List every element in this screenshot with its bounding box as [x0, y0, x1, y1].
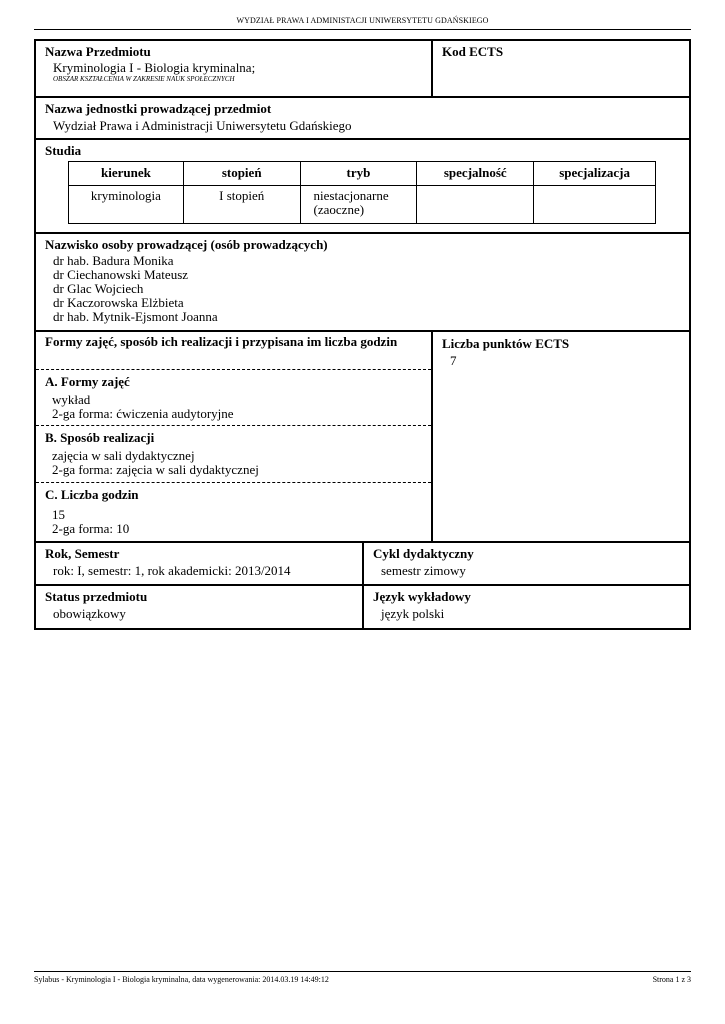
studia-header-cell: tryb: [300, 162, 417, 186]
unit-value: Wydział Prawa i Administracji Uniwersytetu Gdańskiego: [53, 118, 352, 133]
studia-header-cell: specjalność: [417, 162, 534, 186]
studia-cell-tryb: niestacjonarne (zaoczne): [300, 186, 417, 224]
studia-cell-specjalizacja: [534, 186, 656, 224]
studia-cell-kierunek: kryminologia: [69, 186, 184, 224]
ects-code-label: Kod ECTS: [442, 44, 504, 59]
status-value: obowiązkowy: [53, 606, 126, 621]
language-value: język polski: [381, 606, 445, 621]
forms-a-label: A. Formy zajęć: [45, 374, 130, 389]
course-name-label: Nazwa Przedmiotu: [45, 44, 151, 59]
cycle-section: [362, 541, 691, 586]
footer-page-number: Strona 1 z 3: [652, 975, 691, 984]
instructor-name: dr hab. Badura Monika: [53, 253, 174, 268]
instructor-name: dr Glac Wojciech: [53, 281, 144, 296]
instructors-label: Nazwisko osoby prowadzącej (osób prowadzących): [45, 237, 328, 252]
forms-c-line: 2-ga forma: 10: [52, 521, 130, 536]
footer-divider: [34, 971, 691, 972]
studia-header-cell: specjalizacja: [534, 162, 656, 186]
year-label: Rok, Semestr: [45, 546, 120, 561]
instructors-section: [34, 232, 691, 332]
status-section: [34, 584, 364, 630]
studia-header-cell: kierunek: [69, 162, 184, 186]
forms-a-line: wykład: [52, 392, 91, 407]
forms-c-label: C. Liczba godzin: [45, 487, 139, 502]
unit-label: Nazwa jednostki prowadzącej przedmiot: [45, 101, 272, 116]
forms-b-label: B. Sposób realizacji: [45, 430, 155, 445]
header-divider: [34, 29, 691, 30]
forms-c-divider: [36, 482, 431, 483]
course-area-value: OBSZAR KSZTAŁCENIA W ZAKRESIE NAUK SPOŁECZNYCH: [53, 75, 235, 83]
studia-header-row: [69, 162, 656, 186]
ects-points-section: [431, 330, 691, 543]
instructor-name: dr Ciechanowski Mateusz: [53, 267, 189, 282]
forms-b-line: zajęcia w sali dydaktycznej: [52, 448, 195, 463]
forms-a-line: 2-ga forma: ćwiczenia audytoryjne: [52, 406, 234, 421]
forms-a-divider: [36, 369, 431, 370]
cycle-value: semestr zimowy: [381, 563, 466, 578]
ects-points-value: 7: [450, 353, 457, 368]
course-name-section: [34, 39, 433, 98]
studia-cell-stopien: I stopień: [183, 186, 300, 224]
forms-b-line: 2-ga forma: zajęcia w sali dydaktycznej: [52, 462, 259, 477]
ects-points-label: Liczba punktów ECTS: [442, 336, 570, 351]
studia-data-row: [69, 186, 656, 224]
studia-header-cell: stopień: [183, 162, 300, 186]
status-label: Status przedmiotu: [45, 589, 148, 604]
forms-b-divider: [36, 425, 431, 426]
course-name-value: Kryminologia I - Biologia kryminalna;: [53, 60, 256, 75]
instructors-list: [45, 254, 689, 324]
language-section: [362, 584, 691, 630]
studia-label: Studia: [45, 143, 82, 158]
ects-code-section: [431, 39, 691, 98]
studia-table: [68, 161, 656, 224]
instructor-name: dr hab. Mytnik-Ejsmont Joanna: [53, 309, 218, 324]
year-section: [34, 541, 364, 586]
forms-label: Formy zajęć, sposób ich realizacji i przypisana im liczba godzin: [45, 334, 398, 349]
studia-cell-specjalnosc: [417, 186, 534, 224]
footer-generated-info: Sylabus - Kryminologia I - Biologia kryminalna, data wygenerowania: 2014.03.19 14:49:12: [34, 975, 329, 984]
year-value: rok: I, semestr: 1, rok akademicki: 2013/2014: [53, 563, 291, 578]
instructor-name: dr Kaczorowska Elżbieta: [53, 295, 184, 310]
page-footer: [34, 975, 691, 984]
unit-section: [34, 96, 691, 140]
page-header: WYDZIAŁ PRAWA I ADMINISTACJI UNIWERSYTETU GDAŃSKIEGO: [236, 16, 489, 25]
language-label: Język wykładowy: [373, 589, 471, 604]
forms-c-line: 15: [52, 507, 65, 522]
cycle-label: Cykl dydaktyczny: [373, 546, 474, 561]
